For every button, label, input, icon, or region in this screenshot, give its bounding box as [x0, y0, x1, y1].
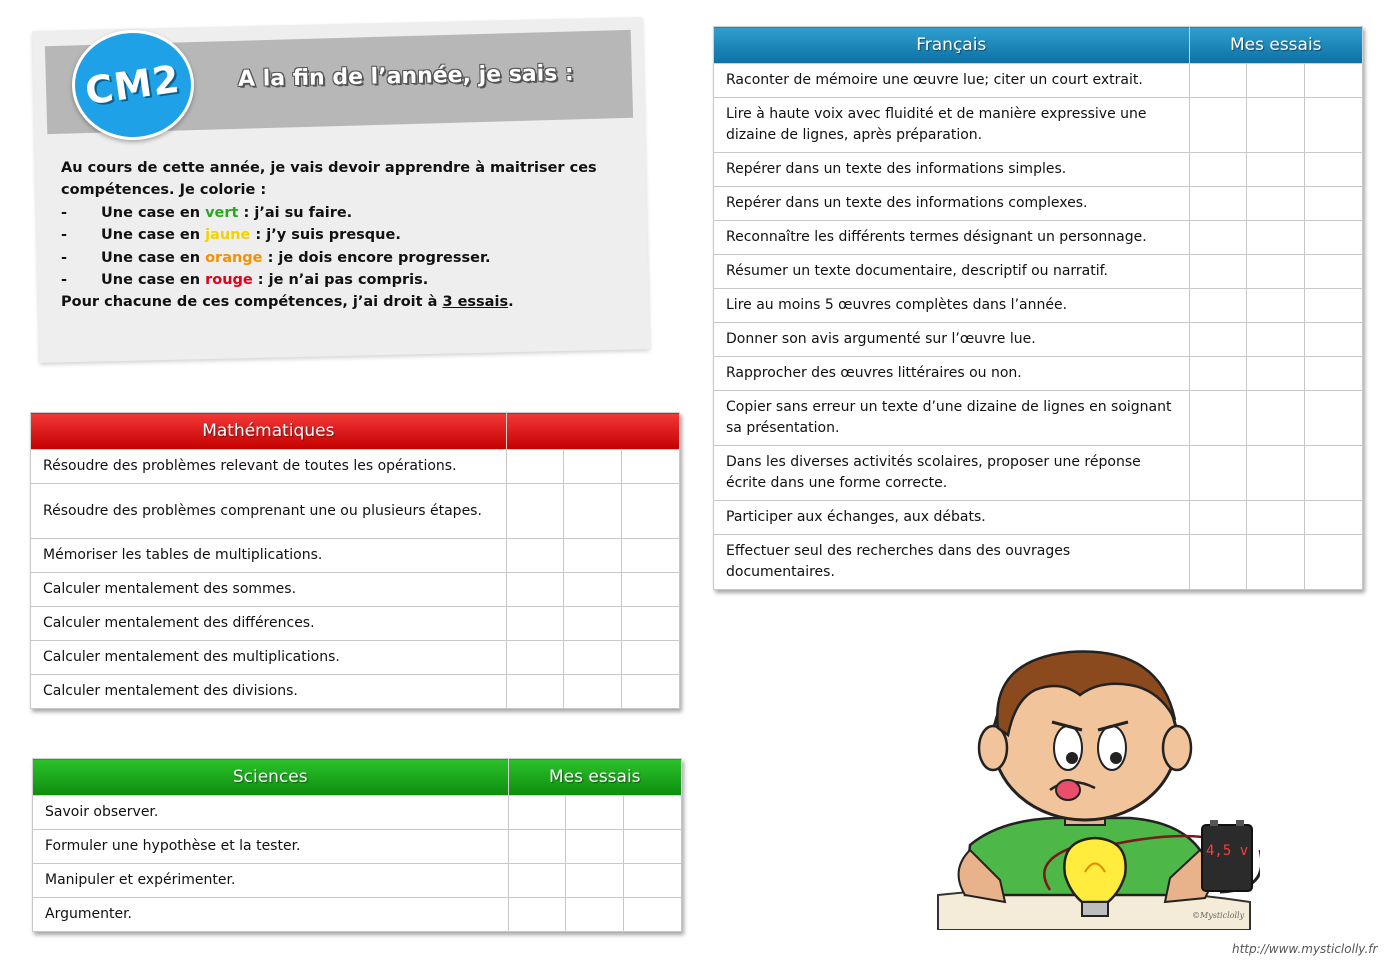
francais-table — [713, 26, 1363, 590]
attempt-cell-2[interactable] — [1247, 221, 1305, 255]
skill-label: Argumenter. — [33, 898, 509, 932]
attempt-cell-2[interactable] — [1247, 357, 1305, 391]
attempt-cell-2[interactable] — [1247, 153, 1305, 187]
attempt-cell-1[interactable] — [1189, 64, 1247, 98]
attempt-cell-3[interactable] — [622, 607, 680, 641]
attempt-cell-1[interactable] — [1189, 153, 1247, 187]
bullet: - — [61, 227, 68, 244]
attempt-cell-3[interactable] — [1305, 255, 1363, 289]
table-row — [33, 864, 682, 898]
math-header: Mathématiques — [31, 413, 507, 450]
attempt-cell-3[interactable] — [624, 864, 682, 898]
bullet: - — [61, 204, 68, 221]
attempt-cell-3[interactable] — [1305, 98, 1363, 153]
attempt-cell-2[interactable] — [1247, 187, 1305, 221]
attempt-cell-3[interactable] — [1305, 323, 1363, 357]
legend-suffix: : je dois encore progresser. — [262, 249, 491, 266]
attempt-cell-1[interactable] — [1189, 323, 1247, 357]
attempt-cell-2[interactable] — [564, 539, 622, 573]
skill-label: Effectuer seul des recherches dans des ouvrages documentaires. — [714, 535, 1190, 590]
attempt-cell-1[interactable] — [508, 796, 566, 830]
attempt-cell-3[interactable] — [1305, 391, 1363, 446]
sciences-table — [32, 758, 682, 932]
attempt-cell-2[interactable] — [566, 796, 624, 830]
attempt-cell-3[interactable] — [622, 450, 680, 484]
level-badge — [72, 30, 194, 140]
attempt-cell-2[interactable] — [1247, 446, 1305, 501]
francais-header: Français — [714, 27, 1190, 64]
attempt-cell-2[interactable] — [1247, 391, 1305, 446]
attempt-cell-2[interactable] — [564, 641, 622, 675]
attempt-cell-1[interactable] — [1189, 391, 1247, 446]
table-row — [31, 539, 680, 573]
color-word-yellow: jaune — [205, 227, 251, 244]
table-row — [31, 573, 680, 607]
legend-prefix: Une case en — [101, 249, 206, 266]
attempt-cell-1[interactable] — [1189, 255, 1247, 289]
table-row — [31, 450, 680, 484]
math-attempts-header — [506, 413, 679, 450]
attempt-cell-1[interactable] — [1189, 501, 1247, 535]
attempt-cell-1[interactable] — [1189, 535, 1247, 590]
attempt-cell-1[interactable] — [506, 607, 564, 641]
skill-label: Repérer dans un texte des informations simples. — [714, 153, 1190, 187]
attempt-cell-3[interactable] — [1305, 501, 1363, 535]
attempt-cell-3[interactable] — [1305, 446, 1363, 501]
attempt-cell-2[interactable] — [1247, 64, 1305, 98]
attempt-cell-1[interactable] — [506, 450, 564, 484]
skill-label: Repérer dans un texte des informations complexes. — [714, 187, 1190, 221]
attempt-cell-3[interactable] — [1305, 357, 1363, 391]
attempts-rule-suffix: . — [508, 294, 514, 311]
battery-label: 4,5 v — [1206, 843, 1249, 859]
table-row — [31, 607, 680, 641]
skill-label: Mémoriser les tables de multiplications. — [31, 539, 507, 573]
sciences-header-row — [33, 759, 682, 796]
intro-text — [61, 157, 621, 314]
table-row — [714, 323, 1363, 357]
legend-item-green — [61, 202, 621, 224]
skill-label: Calculer mentalement des divisions. — [31, 675, 507, 709]
skill-label: Résoudre des problèmes relevant de toutes les opérations. — [31, 450, 507, 484]
color-word-orange: orange — [205, 249, 263, 266]
footer-url[interactable]: http://www.mysticlolly.fr — [1232, 942, 1378, 956]
attempt-cell-1[interactable] — [1189, 187, 1247, 221]
attempt-cell-1[interactable] — [506, 573, 564, 607]
attempt-cell-1[interactable] — [506, 675, 564, 709]
attempt-cell-1[interactable] — [506, 641, 564, 675]
sciences-header: Sciences — [33, 759, 509, 796]
attempts-rule-prefix: Pour chacune de ces compétences, j’ai droit à — [61, 294, 443, 311]
attempt-cell-1[interactable] — [1189, 357, 1247, 391]
table-row — [33, 830, 682, 864]
attempt-cell-2[interactable] — [1247, 501, 1305, 535]
table-row — [714, 221, 1363, 255]
attempt-cell-3[interactable] — [622, 675, 680, 709]
skill-label: Calculer mentalement des différences. — [31, 607, 507, 641]
attempts-rule — [61, 291, 621, 313]
page-title: A la fin de l’année, je sais : — [237, 61, 574, 92]
attempt-cell-2[interactable] — [564, 573, 622, 607]
legend-suffix: : je n’ai pas compris. — [252, 272, 429, 289]
attempt-cell-2[interactable] — [564, 675, 622, 709]
skill-label: Résoudre des problèmes comprenant une ou plusieurs étapes. — [31, 484, 507, 539]
table-row — [33, 898, 682, 932]
skill-label: Donner son avis argumenté sur l’œuvre lue. — [714, 323, 1190, 357]
attempt-cell-1[interactable] — [506, 484, 564, 539]
attempt-cell-2[interactable] — [1247, 255, 1305, 289]
skill-label: Résumer un texte documentaire, descriptif ou narratif. — [714, 255, 1190, 289]
table-row — [714, 153, 1363, 187]
table-row — [714, 255, 1363, 289]
color-word-red: rouge — [205, 272, 253, 289]
bullet: - — [61, 249, 68, 266]
table-row — [33, 796, 682, 830]
level-badge-label: CM2 — [82, 56, 184, 114]
attempt-cell-3[interactable] — [1305, 153, 1363, 187]
skill-label: Calculer mentalement des multiplications. — [31, 641, 507, 675]
skill-label: Raconter de mémoire une œuvre lue; citer un court extrait. — [714, 64, 1190, 98]
attempts-count: 3 essais — [442, 294, 509, 311]
table-row — [714, 187, 1363, 221]
table-row — [31, 675, 680, 709]
table-row — [31, 484, 680, 539]
attempt-cell-3[interactable] — [622, 573, 680, 607]
intro-line-1: Au cours de cette année, je vais devoir apprendre à maitriser ces — [61, 160, 597, 176]
sciences-attempts-header: Mes essais — [508, 759, 682, 796]
attempt-cell-2[interactable] — [1247, 98, 1305, 153]
table-row — [31, 641, 680, 675]
attempt-cell-3[interactable] — [622, 641, 680, 675]
illustration-signature: ©Mysticlolly — [1192, 911, 1245, 920]
attempt-cell-2[interactable] — [566, 864, 624, 898]
attempt-cell-1[interactable] — [506, 539, 564, 573]
math-header-row — [31, 413, 680, 450]
skill-label: Dans les diverses activités scolaires, proposer une réponse écrite dans une forme correcte. — [714, 446, 1190, 501]
table-row — [714, 535, 1363, 590]
attempt-cell-3[interactable] — [1305, 64, 1363, 98]
skill-label: Manipuler et expérimenter. — [33, 864, 509, 898]
attempt-cell-2[interactable] — [566, 830, 624, 864]
attempt-cell-3[interactable] — [1305, 221, 1363, 255]
table-row — [714, 289, 1363, 323]
skill-label: Participer aux échanges, aux débats. — [714, 501, 1190, 535]
skill-label: Savoir observer. — [33, 796, 509, 830]
francais-header-row — [714, 27, 1363, 64]
table-row — [714, 501, 1363, 535]
attempt-cell-1[interactable] — [1189, 98, 1247, 153]
attempt-cell-2[interactable] — [564, 450, 622, 484]
skill-label: Lire au moins 5 œuvres complètes dans l’année. — [714, 289, 1190, 323]
table-row — [714, 446, 1363, 501]
francais-attempts-header: Mes essais — [1189, 27, 1362, 64]
attempt-cell-2[interactable] — [566, 898, 624, 932]
legend-item-orange — [61, 247, 621, 269]
attempt-cell-1[interactable] — [1189, 289, 1247, 323]
attempt-cell-1[interactable] — [508, 898, 566, 932]
legend-item-yellow — [61, 224, 621, 246]
attempt-cell-2[interactable] — [1247, 535, 1305, 590]
attempt-cell-2[interactable] — [564, 607, 622, 641]
table-row — [714, 391, 1363, 446]
legend-suffix: : j’y suis presque. — [250, 227, 401, 244]
legend-prefix: Une case en — [101, 272, 206, 289]
attempt-cell-3[interactable] — [622, 539, 680, 573]
legend-prefix: Une case en — [101, 227, 206, 244]
attempt-cell-2[interactable] — [564, 484, 622, 539]
attempt-cell-3[interactable] — [1305, 187, 1363, 221]
attempt-cell-3[interactable] — [624, 796, 682, 830]
table-row — [714, 98, 1363, 153]
table-row — [714, 64, 1363, 98]
color-word-green: vert — [205, 204, 239, 221]
attempt-cell-1[interactable] — [1189, 221, 1247, 255]
intro-line-2: compétences. Je colorie : — [61, 182, 267, 199]
attempt-cell-3[interactable] — [1305, 535, 1363, 590]
legend-item-red — [61, 269, 621, 291]
skill-label: Formuler une hypothèse et la tester. — [33, 830, 509, 864]
attempt-cell-3[interactable] — [622, 484, 680, 539]
math-table — [30, 412, 680, 709]
skill-label: Copier sans erreur un texte d’une dizaine de lignes en soignant sa présentation. — [714, 391, 1190, 446]
attempt-cell-2[interactable] — [1247, 289, 1305, 323]
bullet: - — [61, 272, 68, 289]
attempt-cell-1[interactable] — [508, 830, 566, 864]
attempt-cell-1[interactable] — [508, 864, 566, 898]
attempt-cell-3[interactable] — [1305, 289, 1363, 323]
skill-label: Reconnaître les différents termes désignant un personnage. — [714, 221, 1190, 255]
skill-label: Lire à haute voix avec fluidité et de manière expressive une dizaine de lignes, après préparation. — [714, 98, 1190, 153]
attempt-cell-3[interactable] — [624, 830, 682, 864]
skill-label: Rapprocher des œuvres littéraires ou non. — [714, 357, 1190, 391]
skill-label: Calculer mentalement des sommes. — [31, 573, 507, 607]
legend-suffix: : j’ai su faire. — [238, 204, 353, 221]
boy-bulb-illustration — [930, 640, 1260, 930]
attempt-cell-1[interactable] — [1189, 446, 1247, 501]
table-row — [714, 357, 1363, 391]
attempt-cell-3[interactable] — [624, 898, 682, 932]
legend-prefix: Une case en — [101, 204, 206, 221]
attempt-cell-2[interactable] — [1247, 323, 1305, 357]
